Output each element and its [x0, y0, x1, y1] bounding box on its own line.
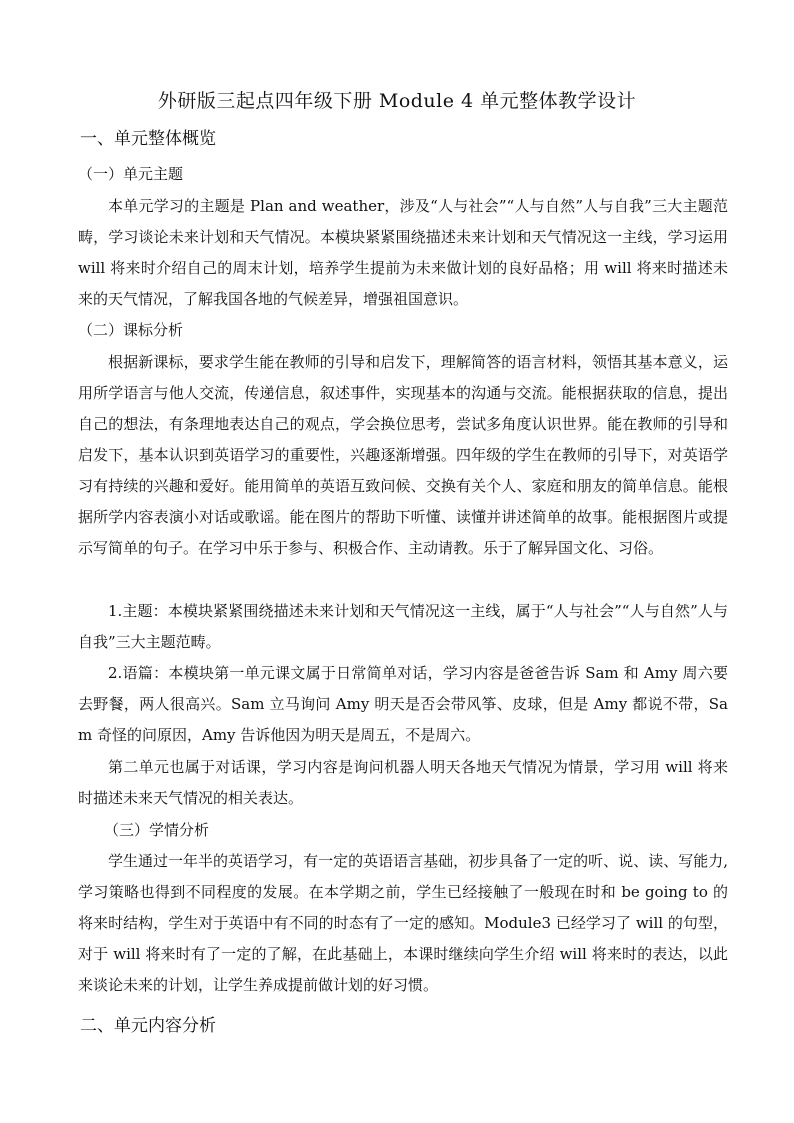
- document-title: 外研版三起点四年级下册 Module 4 单元整体教学设计: [157, 90, 637, 112]
- paragraph-learners: 学生通过一年半的英语学习，有一定的英语语言基础，初步具备了一定的听、说、读、写能力,学习策略也得到不同程度的发展。在本学期之前，学生已经接触了一般现在时和 be going to 的将来时结构，学生对于英语中有不同的时态有了一定的感知。Module3 已经学习了 will 的句型，对于 will 将来时有了一定的了解，在此基础上，本课时继续向学生介绍 will 将来时的表达，以此来谈论未来的计划，让学生养成提前做计划的好习惯。: [78, 852, 728, 994]
- subsection-learners-heading: （三）学情分析: [104, 821, 210, 839]
- paragraph-unit-2: 第二单元也属于对话课，学习内容是询问机器人明天各地天气情况为情景，学习用 will 将来时描述未来天气情况的相关表达。: [78, 758, 728, 807]
- paragraph-point-text: 2.语篇：本模块第一单元课文属于日常简单对话，学习内容是爸爸告诉 Sam 和 Amy 周六要去野餐，两人很高兴。Sam 立马询问 Amy 明天是否会带风筝、皮球，但是 Amy 都说不带，Sam 奇怪的问原因，Amy 告诉他因为明天是周五，不是周六。: [78, 664, 728, 744]
- subsection-theme-heading: （一）单元主题: [78, 165, 184, 183]
- paragraph-standard: 根据新课标，要求学生能在教师的引导和启发下，理解简答的语言材料，领悟其基本意义，运用所学语言与他人交流，传递信息，叙述事件，实现基本的沟通与交流。能根据获取的信息，提出自己的想法，有条理地表达自己的观点，学会换位思考，尝试多角度认识世界。能在教师的引导和启发下，基本认识到英语学习的重要性，兴趣逐渐增强。四年级的学生在教师的引导下，对英语学习有持续的兴趣和爱好。能用简单的英语互致问候、交换有关个人、家庭和朋友的简单信息。能根据所学内容表演小对话或歌谣。能在图片的帮助下听懂、读懂并讲述简单的故事。能根据图片或提示写简单的句子。在学习中乐于参与、积极合作、主动请教。乐于了解异国文化、习俗。: [78, 353, 728, 557]
- paragraph-theme: 本单元学习的主题是 Plan and weather，涉及“人与社会”“人与自然”人与自我”三大主题范畴，学习谈论未来计划和天气情况。本模块紧紧围绕描述未来计划和天气情况这一主线，学习运用 will 将来时介绍自己的周末计划，培养学生提前为未来做计划的良好品格；用 will 将来时描述未来的天气情况，了解我国各地的气候差异，增强祖国意识。: [78, 197, 728, 308]
- paragraph-point-theme: 1.主题：本模块紧紧围绕描述未来计划和天气情况这一主线，属于“人与社会”“人与自然”人与自我”三大主题范畴。: [78, 602, 728, 651]
- section-2-heading: 二、单元内容分析: [80, 1016, 216, 1036]
- section-1-heading: 一、单元整体概览: [80, 129, 216, 149]
- subsection-standard-heading: （二）课标分析: [78, 321, 184, 339]
